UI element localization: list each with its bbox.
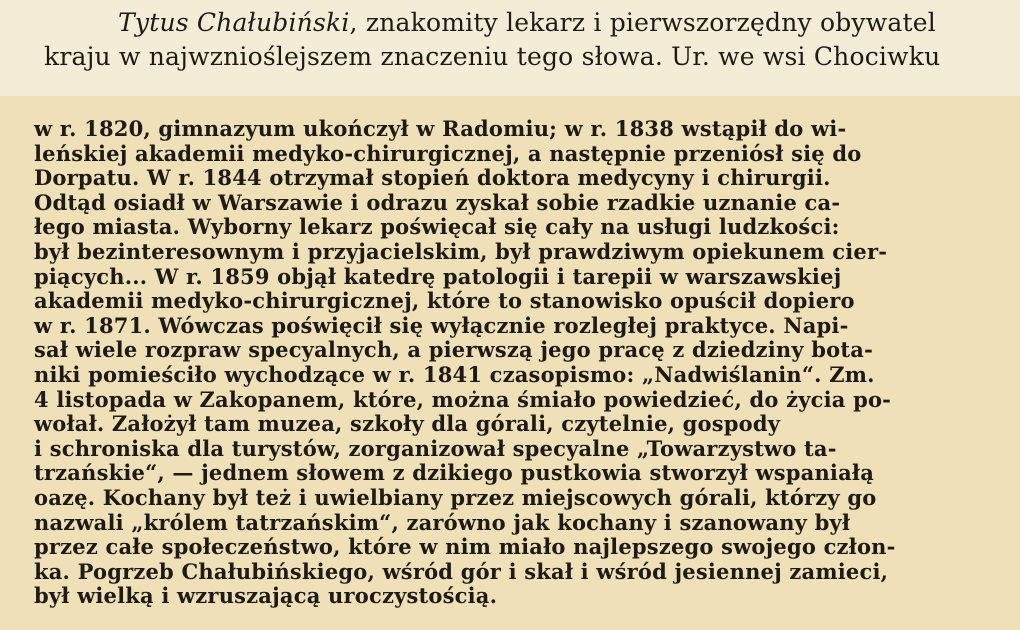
body-text-line: trzańskie“, — jednem słowem z dzikiego pustkowia stworzył wspaniałą: [34, 460, 875, 486]
body-text-line: w r. 1820, gimnazyum ukończył w Radomiu; w r. 1838 wstąpił do wi-: [34, 116, 847, 141]
header-paragraph: [0, 0, 1020, 96]
person-name: Tytus Chałubiński: [118, 8, 350, 37]
body-text-line: i schroniska dla turystów, zorganizował specyalne „Towarzystwo ta-: [34, 435, 837, 461]
body-text-line: w r. 1871. Wówczas poświęcił się wyłącznie rozległej praktyce. Napi-: [34, 312, 849, 338]
body-text-line: był wielką i wzruszającą uroczystością.: [34, 583, 498, 609]
body-text-line: przez całe społeczeństwo, które w nim miało najlepszego swojego człon-: [34, 534, 896, 560]
body-text-line: piących... W r. 1859 objął katedrę patologii i tarepii w warszawskiej: [34, 263, 842, 289]
body-text-line: sał wiele rozpraw specyalnych, a pierwszą jego pracę z dziedziny bota-: [34, 337, 873, 363]
body-text-line: nazwali „królem tatrzańskim“, zarówno jak kochany i szanowany był: [34, 509, 851, 535]
body-text-line: łego miasta. Wyborny lekarz poświęcał się cały na usługi ludzkości:: [34, 214, 840, 240]
body-text-line: akademii medyko-chirurgicznej, które to stanowisko opuścił dopiero: [34, 288, 855, 314]
body-text-line: niki pomieściło wychodzące w r. 1841 czasopismo: „Nadwiślanin“. Zm.: [34, 362, 875, 387]
body-text-line: 4 listopada w Zakopanem, które, można śmiało powiedzieć, do życia po-: [34, 386, 892, 412]
body-text-line: leńskiej akademii medyko-chirurgicznej, a następnie przeniósł się do: [34, 140, 862, 166]
body-text-line: Dorpatu. W r. 1844 otrzymał stopień doktora medycyny i chirurgii.: [34, 165, 831, 191]
text-line-2: kraju w najwznioślejszem znaczeniu tego słowa. Ur. we wsi Chociwku: [44, 42, 941, 71]
body-paragraph: [0, 96, 1020, 630]
body-text-line: wołał. Założył tam muzea, szkoły dla górali, czytelnie, gospody: [34, 411, 781, 437]
body-text-line: Odtąd osiadł w Warszawie i odrazu zyskał sobie rzadkie uznanie ca-: [34, 189, 841, 215]
text-line-1-rest: , znakomity lekarz i pierwszorzędny obywatel: [349, 8, 936, 37]
body-text-line: ka. Pogrzeb Chałubińskiego, wśród gór i skał i wśród jesiennej zamieci,: [34, 558, 889, 584]
body-text-line: był bezinteresownym i przyjacielskim, był prawdziwym opiekunem cier-: [34, 239, 888, 264]
body-text-line: oazę. Kochany był też i uwielbiany przez miejscowych górali, którzy go: [34, 485, 877, 510]
text-line-1: [118, 8, 936, 37]
